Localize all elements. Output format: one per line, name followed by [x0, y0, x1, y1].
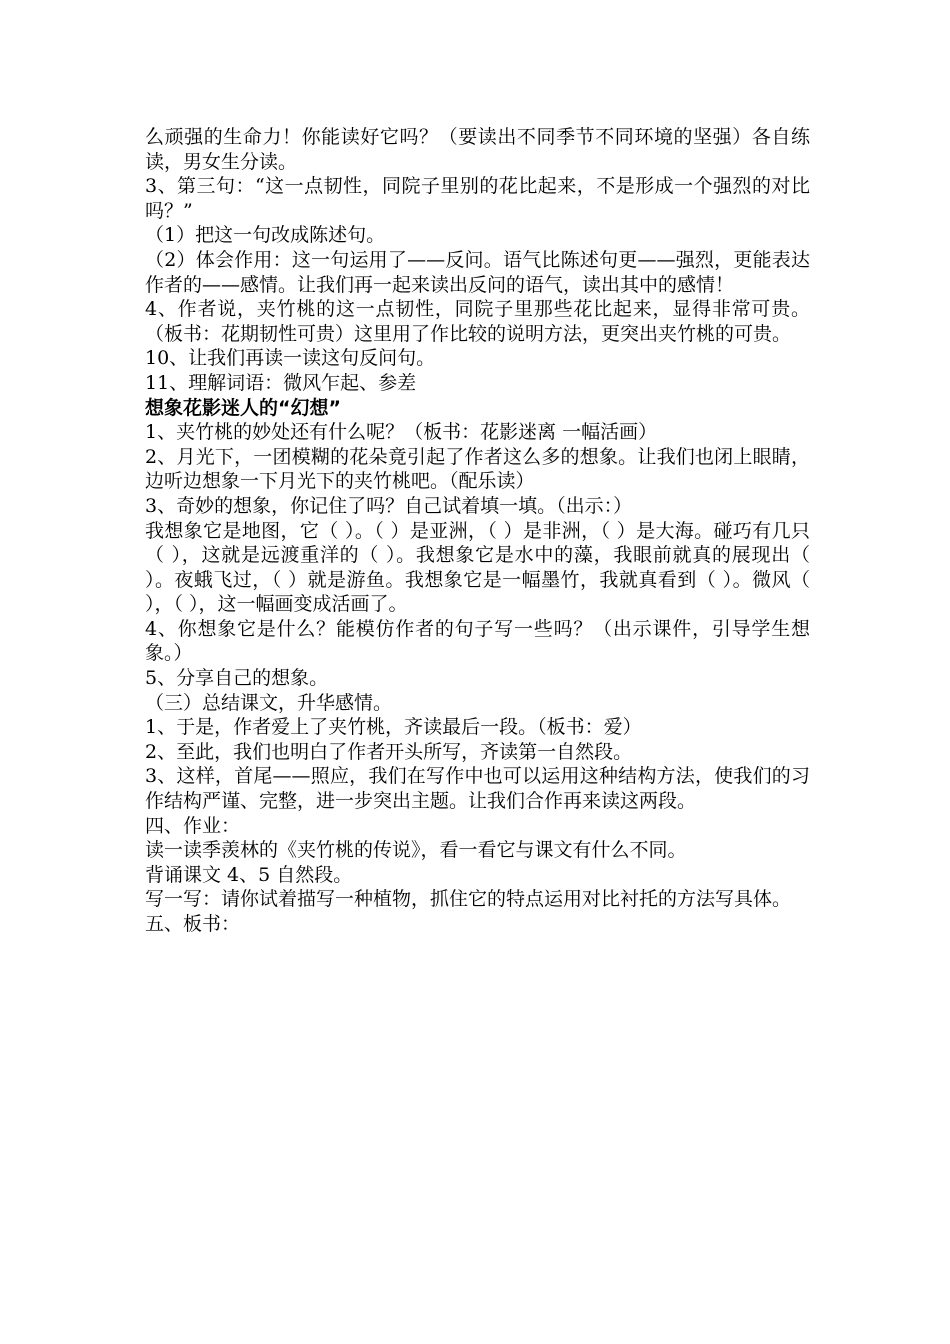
paragraph: 2、至此，我们也明白了作者开头所写，齐读第一自然段。 [145, 740, 633, 763]
paragraph: 10、让我们再读一读这句反问句。 [145, 347, 436, 370]
paragraph: 3、奇妙的想象，你记住了吗？自己试着填一填。（出示：） [145, 494, 633, 517]
paragraph: 2、月光下，一团模糊的花朵竟引起了作者这么多的想象。让我们也闭上眼睛，边听边想象一下月光下的夹竹桃吧。（配乐读） [145, 445, 810, 493]
homework-heading: 四、作业： [145, 814, 241, 837]
board-heading: 五、板书： [145, 913, 241, 935]
paragraph: 4、你想象它是什么？能模仿作者的句子写一些吗？（出示课件，引导学生想象。） [145, 617, 810, 665]
paragraph: （三）总结课文，升华感情。 [145, 691, 393, 714]
paragraph: 3、第三句：“这一点韧性，同院子里别的花比起来，不是形成一个强烈的对比吗？” [145, 175, 810, 222]
paragraph: （1）把这一句改成陈述句。 [145, 224, 386, 247]
paragraph: 读一读季羡林的《夹竹桃的传说》，看一看它与课文有什么不同。 [145, 839, 687, 862]
paragraph: 背诵课文 4、5 自然段。 [145, 863, 353, 886]
paragraph: 5、分享自己的想象。 [145, 667, 329, 690]
paragraph: 1、夹竹桃的妙处还有什么呢？（板书：花影迷离 一幅活画） [145, 421, 658, 444]
paragraph: 写一写：请你试着描写一种植物，抓住它的特点运用对比衬托的方法写具体。 [145, 888, 792, 911]
document-page [145, 125, 810, 937]
paragraph: 3、这样，首尾——照应，我们在写作中也可以运用这种结构方法，使我们的习作结构严谨、完整，进一步突出主题。让我们合作再来读这两段。 [145, 765, 810, 813]
paragraph: 1、于是，作者爱上了夹竹桃，齐读最后一段。（板书：爱） [145, 716, 642, 739]
fill-in-paragraph: 我想象它是地图，它（ ）。（ ）是亚洲，（ ）是非洲，（ ）是大海。碰巧有几只（ ），这就是远渡重洋的（ ）。我想象它是水中的藻，我眼前就真的展现出（ ）。夜蛾飞过，（ ）就是游鱼。我想象它是一幅墨竹，我就真看到（ ）。微风（ ），（ ），这一幅画变成活画了。 [145, 519, 810, 616]
section-heading: 想象花影迷人的“幻想” [145, 396, 341, 419]
paragraph: （2）体会作用：这一句运用了——反问。语气比陈述句更——强烈，更能表达作者的——感情。让我们再一起来读出反问的语气，读出其中的感情！ [145, 248, 810, 296]
paragraph: 么顽强的生命力！你能读好它吗？（要读出不同季节不同环境的坚强）各自练读，男女生分读。 [145, 126, 810, 173]
paragraph: 4、作者说，夹竹桃的这一点韧性，同院子里那些花比起来，显得非常可贵。（板书：花期韧性可贵）这里用了作比较的说明方法，更突出夹竹桃的可贵。 [145, 298, 810, 345]
paragraph: 11、理解词语：微风乍起、参差 [145, 371, 417, 394]
